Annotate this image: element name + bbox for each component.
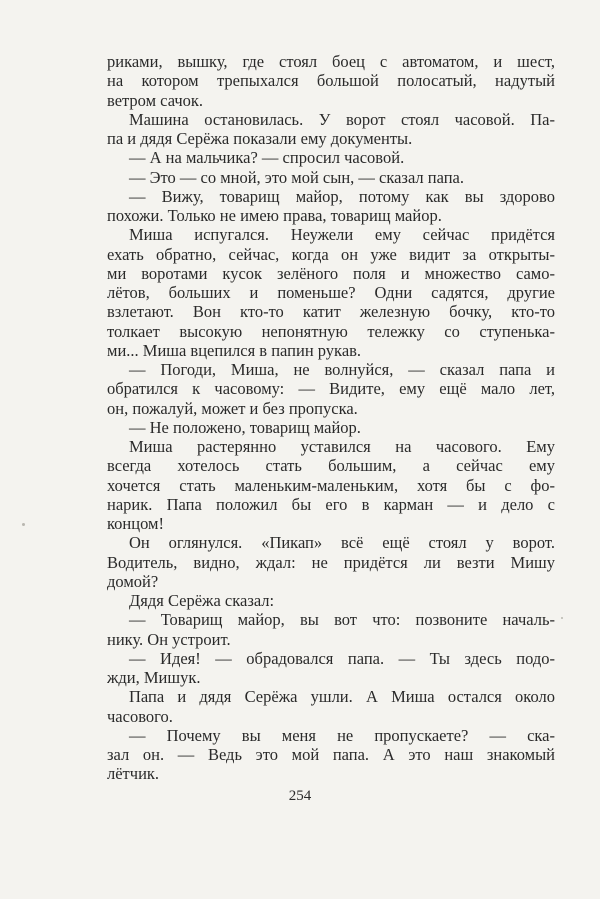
- text-line: похожи. Только не имею права, товарищ майор.: [107, 206, 442, 225]
- page-body-text: [107, 52, 555, 784]
- text-line: — Не положено, товарищ майор.: [129, 417, 361, 437]
- text-line: — Идея! — обрадовался папа. — Ты здесь подо-: [129, 648, 555, 668]
- text-line: ветром сачок.: [107, 90, 204, 110]
- text-line: нарик. Папа положил бы его в карман — и дело с: [107, 494, 555, 514]
- text-line: па и дядя Серёжа показали ему документы.: [107, 129, 413, 148]
- paper-speck: [561, 617, 563, 619]
- text-line: Он оглянулся. «Пикап» всё ещё стоял у ворот.: [129, 533, 555, 553]
- text-line: обратился к часовому: — Видите, ему ещё мало лет,: [107, 379, 555, 399]
- text-line: часового.: [107, 706, 173, 726]
- text-line: Машина остановилась. У ворот стоял часовой. Па-: [129, 109, 555, 129]
- text-line: концом!: [107, 514, 164, 533]
- text-line: жди, Мишук.: [107, 668, 201, 687]
- text-line: — Вижу, товарищ майор, потому как вы здорово: [129, 186, 555, 206]
- text-line: ехать обратно, сейчас, когда он уже видит за открыты-: [107, 244, 555, 264]
- text-line: он, пожалуй, может и без пропуска.: [107, 398, 358, 418]
- text-line: ми... Миша вцепился в папин рукав.: [107, 340, 362, 360]
- text-line: на котором трепыхался большой полосатый, надутый: [107, 71, 555, 91]
- text-line: всегда хотелось стать большим, а сейчас ему: [107, 456, 555, 476]
- text-line: — Почему вы меня не пропускаете? — ска-: [129, 725, 555, 745]
- text-line: хочется стать маленьким-маленьким, хотя бы с фо-: [107, 475, 555, 495]
- text-line: Миша растерянно уставился на часового. Ему: [129, 437, 555, 456]
- text-line: нику. Он устроит.: [107, 629, 231, 649]
- page-number: 254: [288, 788, 312, 804]
- text-line: Водитель, видно, ждал: не придётся ли везти Мишу: [107, 552, 555, 572]
- text-line: Миша испугался. Неужели ему сейчас придётся: [129, 225, 555, 245]
- text-line: — А на мальчика? — спросил часовой.: [129, 148, 405, 168]
- text-line: Папа и дядя Серёжа ушли. А Миша остался около: [129, 687, 555, 707]
- text-line: толкает высокую непонятную тележку со ступенька-: [107, 321, 555, 341]
- text-line: — Погоди, Миша, не волнуйся, — сказал папа и: [129, 360, 555, 379]
- paper-speck: [22, 523, 25, 526]
- text-line: домой?: [107, 571, 159, 591]
- text-line: лётчик.: [107, 764, 160, 784]
- text-line: ми воротами кусок зелёного поля и множество само-: [107, 263, 555, 283]
- text-line: Дядя Серёжа сказал:: [129, 591, 275, 610]
- text-line: взлетают. Вон кто-то катит железную бочку, кто-то: [107, 302, 555, 322]
- text-line: лётов, больших и поменьше? Одни садятся, другие: [107, 283, 555, 302]
- text-line: — Товарищ майор, вы вот что: позвоните началь-: [129, 610, 555, 630]
- text-line: — Это — со мной, это мой сын, — сказал папа.: [129, 167, 464, 187]
- text-line: риками, вышку, где стоял боец с автоматом, и шест,: [107, 52, 555, 71]
- text-line: зал он. — Ведь это мой папа. А это наш знакомый: [107, 745, 555, 764]
